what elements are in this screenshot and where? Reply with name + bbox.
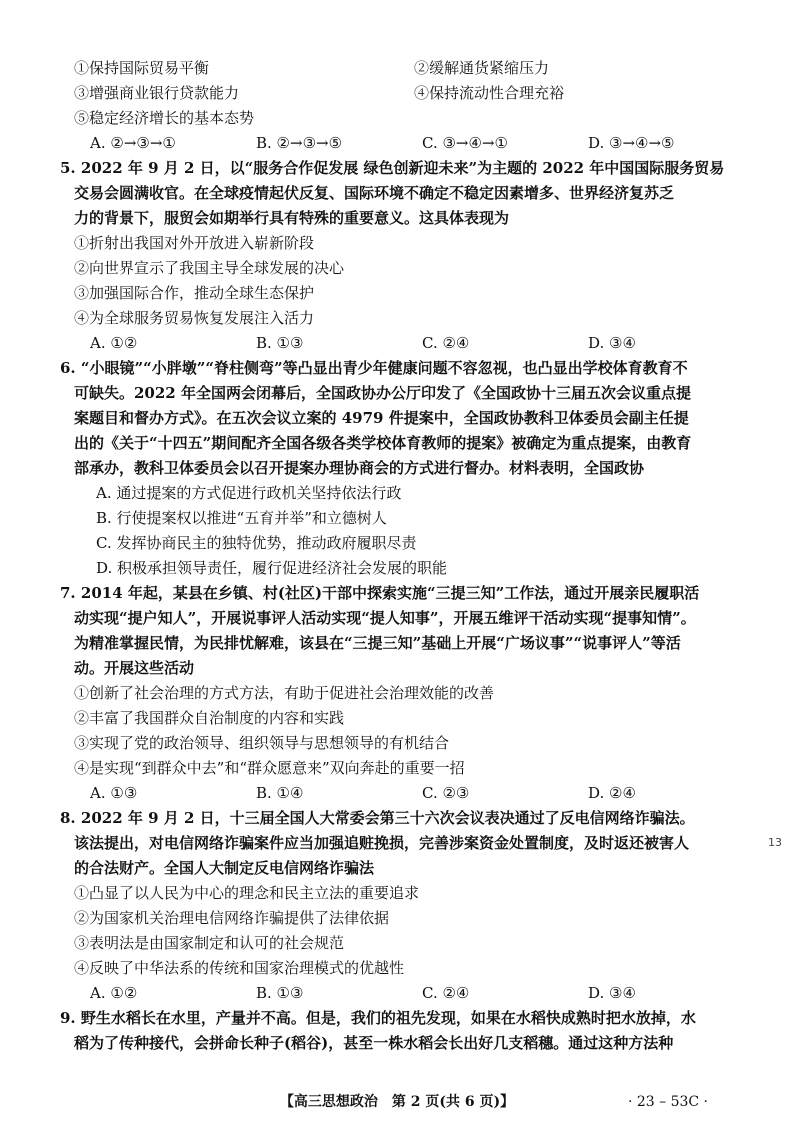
q8-option: ②为国家机关治理电信网络诈骗提供了法律依据 — [74, 909, 390, 927]
q7-stem-line: 动实现“提户知人”，开展说事评人活动实现“提人知事”，开展五维评干活动实现“提事知情”。 — [74, 609, 696, 627]
q5-option: ③加强国际合作，推动全球生态保护 — [74, 284, 315, 302]
q8-option: ③表明法是由国家制定和认可的社会规范 — [74, 934, 345, 952]
q4-option-1: ①保持国际贸易平衡 — [74, 59, 210, 77]
exam-page — [60, 56, 754, 1056]
q4-option-3: ③增强商业银行贷款能力 — [74, 84, 240, 102]
q5-block — [60, 156, 754, 356]
q4-block — [74, 56, 754, 156]
choice-b: B. ①③ — [256, 334, 304, 352]
q6-option-b: B. 行使提案权以推进“五育并举”和立德树人 — [96, 509, 387, 527]
choice-c: C. ②④ — [422, 334, 470, 352]
q4-option-2: ②缓解通货紧缩压力 — [414, 59, 550, 77]
q9-block — [60, 1006, 754, 1056]
footer-code: · 23 – 53C · — [627, 1094, 708, 1110]
q6-option-c: C. 发挥协商民主的独特优势，推动政府履职尽责 — [96, 534, 417, 552]
q8-option: ①凸显了以人民为中心的理念和民主立法的重要追求 — [74, 884, 420, 902]
choice-c: C. ②④ — [422, 984, 470, 1002]
q8-option: ④反映了中华法系的传统和国家治理模式的优越性 — [74, 959, 405, 977]
choice-b: B. ①④ — [256, 784, 304, 802]
q6-option-d: D. 积极承担领导责任，履行促进经济社会发展的职能 — [96, 559, 448, 577]
choice-d: D. ②④ — [588, 784, 636, 802]
q6-stem-line: 可缺失。2022 年全国两会闭幕后，全国政协办公厅印发了《全国政协十三届五次会议重点提 — [74, 384, 691, 402]
margin-mark: 13 — [768, 836, 782, 849]
q6-block — [60, 356, 754, 581]
footer-label: 【高三思想政治 第 2 页(共 6 页)】 — [279, 1094, 515, 1110]
q5-option: ④为全球服务贸易恢复发展注入活力 — [74, 309, 315, 327]
q8-stem-line: 8. 2022 年 9 月 2 日，十三届全国人大常委会第三十六次会议表决通过了反电信网络诈骗法。 — [60, 809, 695, 827]
q7-option: ③实现了党的政治领导、组织领导与思想领导的有机结合 — [74, 734, 450, 752]
q6-stem-line: 部承办，教科卫体委员会以召开提案办理协商会的方式进行督办。材料表明，全国政协 — [74, 459, 645, 477]
q5-stem-line: 力的背景下，服贸会如期举行具有特殊的重要意义。这具体表现为 — [74, 209, 510, 227]
choice-a: A. ①③ — [90, 784, 138, 802]
q5-stem-line: 5. 2022 年 9 月 2 日，以“服务合作促发展 绿色创新迎未来”为主题的 2022 年中国国际服务贸易 — [60, 159, 725, 177]
page-footer — [0, 1090, 794, 1115]
q7-stem-line: 动。开展这些活动 — [74, 659, 195, 677]
q5-option: ①折射出我国对外开放进入崭新阶段 — [74, 234, 315, 252]
q8-choices — [74, 981, 754, 1006]
choice-a: A. ①② — [90, 334, 138, 352]
q7-stem-line: 7. 2014 年起，某县在乡镇、村(社区)干部中探索实施“三提三知”工作法，通过开展亲民履职活 — [60, 584, 700, 602]
q7-stem-line: 为精准掌握民情，为民排忧解难，该县在“三提三知”基础上开展“广场议事”“说事评人”等活 — [74, 634, 681, 652]
q6-stem-line: 6. “小眼镜”“小胖墩”“脊柱侧弯”等凸显出青少年健康问题不容忽视，也凸显出学校体育教育不 — [60, 359, 688, 377]
q7-choices — [74, 781, 754, 806]
choice-a: A. ①② — [90, 984, 138, 1002]
choice-d: D. ③④ — [588, 984, 636, 1002]
q8-stem-line: 该法提出，对电信网络诈骗案件应当加强追赃挽损，完善涉案资金处置制度，及时返还被害人 — [74, 834, 690, 852]
choice-a: A. ②→③→① — [90, 134, 176, 152]
q9-stem-line: 9. 野生水稻长在水里，产量并不高。但是，我们的祖先发现，如果在水稻快成熟时把水放掉，水 — [60, 1009, 696, 1027]
q9-stem-line: 稻为了传种接代，会拼命长种子(稻谷)，甚至一株水稻会长出好几支稻穗。通过这种方法种 — [74, 1034, 674, 1052]
q7-option: ④是实现“到群众中去”和“群众愿意来”双向奔赴的重要一招 — [74, 759, 465, 777]
q4-option-5: ⑤稳定经济增长的基本态势 — [74, 109, 255, 127]
choice-b: B. ②→③→⑤ — [256, 134, 343, 152]
q6-stem-line: 出的《关于“十四五”期间配齐全国各级各类学校体育教师的提案》被确定为重点提案，由教育 — [74, 434, 692, 452]
choice-d: D. ③→④→⑤ — [588, 134, 675, 152]
q4-option-4: ④保持流动性合理充裕 — [414, 84, 565, 102]
q5-choices — [74, 331, 754, 356]
q7-option: ②丰富了我国群众自治制度的内容和实践 — [74, 709, 345, 727]
q8-block — [60, 806, 754, 1006]
q8-stem-line: 的合法财产。全国人大制定反电信网络诈骗法 — [74, 859, 375, 877]
choice-c: C. ③→④→① — [422, 134, 508, 152]
q6-stem-line: 案题目和督办方式》。在五次会议立案的 4979 件提案中，全国政协教科卫体委员会副主任提 — [74, 409, 689, 427]
q7-block — [60, 581, 754, 806]
q5-stem-line: 交易会圆满收官。在全球疫情起伏反复、国际环境不确定不稳定因素增多、世界经济复苏乏 — [74, 184, 675, 202]
q7-option: ①创新了社会治理的方式方法，有助于促进社会治理效能的改善 — [74, 684, 495, 702]
choice-c: C. ②③ — [422, 784, 470, 802]
q4-choices — [74, 131, 754, 156]
choice-d: D. ③④ — [588, 334, 636, 352]
choice-b: B. ①③ — [256, 984, 304, 1002]
q6-option-a: A. 通过提案的方式促进行政机关坚持依法行政 — [96, 484, 402, 502]
q5-option: ②向世界宣示了我国主导全球发展的决心 — [74, 259, 345, 277]
